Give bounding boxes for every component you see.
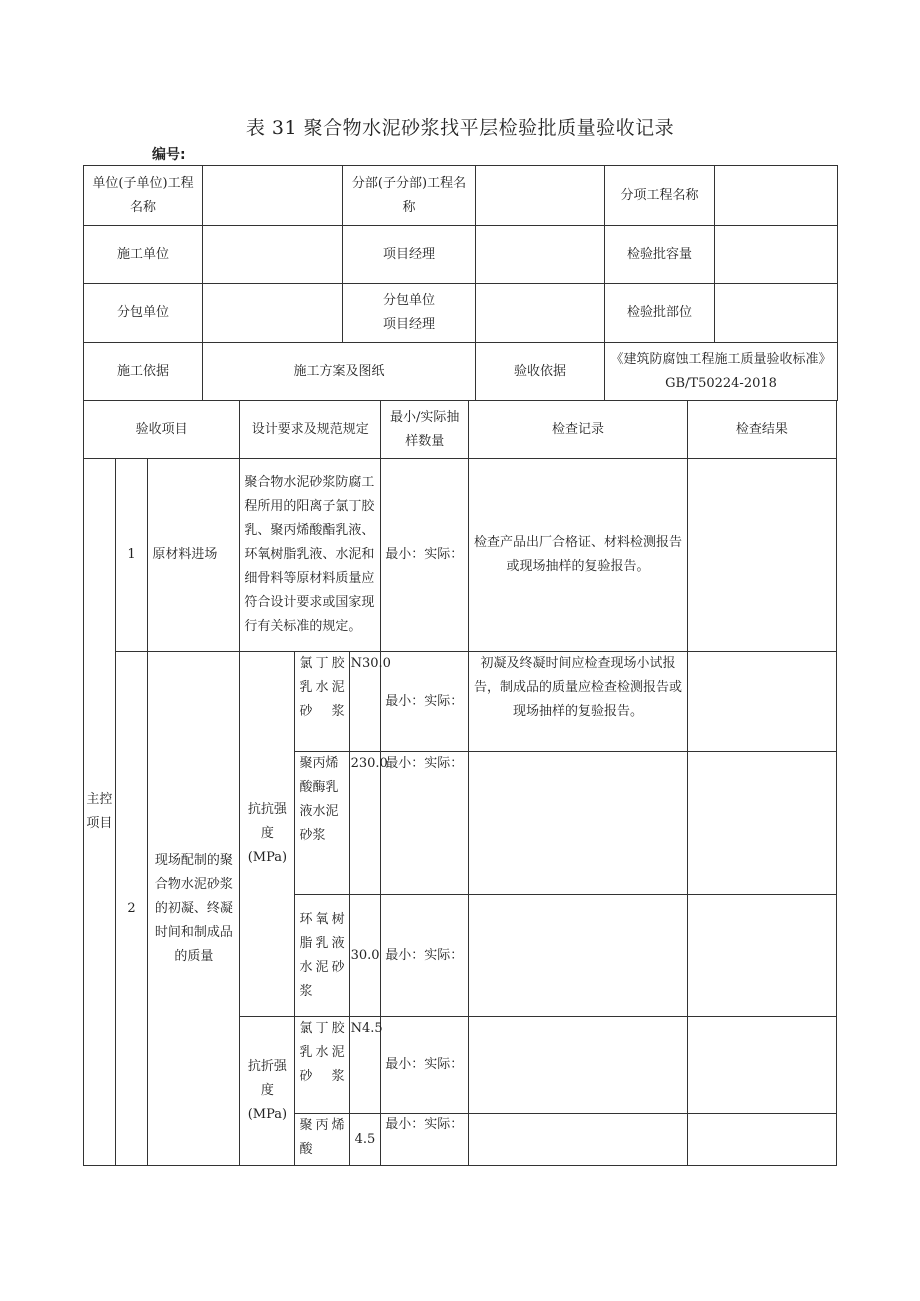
value-cell: 4.5 bbox=[349, 1114, 381, 1166]
value-cell: 30.0 bbox=[349, 895, 381, 1017]
item1-requirement: 聚合物水泥砂浆防腐工程所用的阳离子氯丁胶乳、聚丙烯酸酯乳液、环氧树脂乳液、水泥和细骨料等原材料质量应符合设计要求或国家现行有关标准的规定。 bbox=[240, 459, 381, 652]
acceptance-basis-label: 验收依据 bbox=[476, 343, 605, 401]
col-sample-header: 最小/实际抽样数量 bbox=[381, 401, 469, 459]
code-label: 编号: bbox=[152, 147, 186, 163]
unit-project-value[interactable] bbox=[203, 166, 343, 226]
result-cell[interactable] bbox=[687, 752, 836, 895]
sample-cell: 最小：实际： bbox=[381, 895, 469, 1017]
record-cell[interactable] bbox=[469, 1017, 688, 1114]
material-cell: 氯丁胶乳水泥砂浆 bbox=[295, 652, 349, 752]
record-cell[interactable] bbox=[469, 895, 688, 1017]
division-label: 分部(子分部)工程名称 bbox=[343, 166, 476, 226]
basis-label: 施工依据 bbox=[84, 343, 203, 401]
result-cell[interactable] bbox=[687, 895, 836, 1017]
col-item-header: 验收项目 bbox=[84, 401, 240, 459]
sample-cell: 最小：实际： bbox=[381, 1017, 469, 1114]
material-cell: 环氧树脂乳液水泥砂浆 bbox=[295, 895, 349, 1017]
unit-project-label: 单位(子单位)工程名称 bbox=[84, 166, 203, 226]
sub-pm-label bbox=[343, 284, 476, 343]
record-cell[interactable] bbox=[469, 752, 688, 895]
item2-record: 初凝及终凝时间应检查现场小试报告，制成品的质量应检查检测报告或现场抽样的复验报告。 bbox=[469, 652, 688, 752]
acceptance-basis-value: 《建筑防腐蚀工程施工质量验收标准》GB/T50224-2018 bbox=[605, 343, 838, 401]
contractor-label: 施工单位 bbox=[84, 226, 203, 284]
material-cell: 聚丙烯酸 bbox=[295, 1114, 349, 1166]
division-value[interactable] bbox=[476, 166, 605, 226]
item1-result[interactable] bbox=[687, 459, 836, 652]
sub-pm-label-line2: 项目经理 bbox=[382, 317, 435, 332]
batch-location-label: 检验批部位 bbox=[605, 284, 715, 343]
sub-pm-label-line1: 分包单位 bbox=[382, 293, 435, 308]
item2-name: 现场配制的聚合物水泥砂浆的初凝、终凝时间和制成品的质量 bbox=[148, 652, 240, 1166]
batch-capacity-label: 检验批容量 bbox=[605, 226, 715, 284]
sample-cell: 最小：实际： bbox=[381, 752, 469, 895]
batch-capacity-value[interactable] bbox=[715, 226, 838, 284]
material-cell: 聚丙烯酸酶乳液水泥砂浆 bbox=[295, 752, 349, 895]
page-title: 表 31 聚合物水泥砂浆找平层检验批质量验收记录 bbox=[245, 117, 675, 139]
col-result-header: 检查结果 bbox=[687, 401, 836, 459]
value-cell: N4.5 bbox=[349, 1017, 381, 1114]
result-cell[interactable] bbox=[687, 1114, 836, 1166]
subcontractor-value[interactable] bbox=[203, 284, 343, 343]
sample-cell: 最小：实际： bbox=[381, 652, 469, 752]
material-cell: 氯丁胶乳水泥砂浆 bbox=[295, 1017, 349, 1114]
header-table bbox=[83, 165, 838, 401]
flexural-label: 抗折强度(MPa) bbox=[240, 1017, 295, 1166]
item1-name: 原材料进场 bbox=[148, 459, 240, 652]
pm-label: 项目经理 bbox=[343, 226, 476, 284]
basis-value: 施工方案及图纸 bbox=[203, 343, 476, 401]
pm-value[interactable] bbox=[476, 226, 605, 284]
col-record-header: 检查记录 bbox=[469, 401, 688, 459]
inspection-table bbox=[83, 400, 837, 1166]
main-control-label: 主控项目 bbox=[84, 459, 116, 1166]
compressive-label: 抗抗强度(MPa) bbox=[240, 652, 295, 1017]
record-cell[interactable] bbox=[469, 1114, 688, 1166]
sub-pm-value[interactable] bbox=[476, 284, 605, 343]
item2-no: 2 bbox=[115, 652, 148, 1166]
item1-sample: 最小：实际： bbox=[381, 459, 469, 652]
subitem-value[interactable] bbox=[715, 166, 838, 226]
value-cell: 230.0 bbox=[349, 752, 381, 895]
contractor-value[interactable] bbox=[203, 226, 343, 284]
item2-result[interactable] bbox=[687, 652, 836, 752]
col-design-header: 设计要求及规范规定 bbox=[240, 401, 381, 459]
subitem-label: 分项工程名称 bbox=[605, 166, 715, 226]
result-cell[interactable] bbox=[687, 1017, 836, 1114]
subcontractor-label: 分包单位 bbox=[84, 284, 203, 343]
item1-record: 检查产品出厂合格证、材料检测报告或现场抽样的复验报告。 bbox=[469, 459, 688, 652]
item1-no: 1 bbox=[115, 459, 148, 652]
batch-location-value[interactable] bbox=[715, 284, 838, 343]
sample-cell: 最小：实际： bbox=[381, 1114, 469, 1166]
value-cell: N30.0 bbox=[349, 652, 381, 752]
